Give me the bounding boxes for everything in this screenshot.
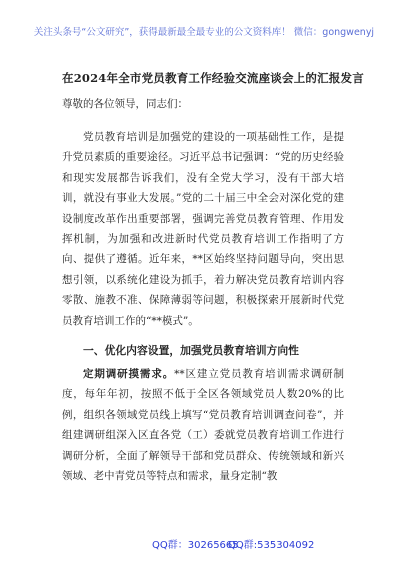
paragraph-intro: 党员教育培训是加强党的建设的一项基础性工作，是提升党员素质的重要途径。习近平总书记强调：“党的历史经验和现实发展都告诉我们，没有全党大学习，没有干部大培训，就没有事业大发展。”党的二十届三中全会对深化党的建设制度改革作出重要部署，强调完善党员教育管理、作用发挥机制，为加强和改进新时代党员教育培训工作指明了方向、提供了遵循。近年来，**区始终坚持问题导向，突出思想引领，以系统化建设为抓手，着力解决党员教育培训内容零散、施教不准、保障薄弱等问题，积极探索开展新时代党员教育培训工作的“**模式”。 bbox=[62, 131, 344, 327]
document-title: 在2024年全市党员教育工作经验交流座谈会上的汇报发言 bbox=[62, 71, 364, 85]
paragraph-lead: 定期调研摸需求。 bbox=[83, 368, 175, 381]
qq-group-1: QQ群：30265665 bbox=[152, 540, 239, 551]
document-page bbox=[62, 62, 364, 487]
salutation: 尊敬的各位领导，同志们： bbox=[62, 98, 188, 110]
top-banner: 关注头条号“公文研究”，获得最新最全最专业的公文资料库！ 微信：gongwenyj bbox=[33, 27, 375, 38]
paragraph-research bbox=[62, 364, 344, 486]
qq-group-2: QQ群:535304092 bbox=[228, 540, 315, 551]
paragraph-body: **区建立党员教育培训需求调研制度，每年年初，按照不低于全区各领域党员人数20%的比例，组织各领域党员线上填写“党员教育培训调查问卷”，并组建调研组深入区直各党（工）委就党员教育培训工作进行调研分析，全面了解领导干部和党员群众、传统领域和新兴领域、老中青党员等特点和需求，量身定制“教 bbox=[62, 368, 345, 483]
section-heading-1: 一、优化内容设置，加强党员教育培训方向性 bbox=[83, 344, 299, 358]
